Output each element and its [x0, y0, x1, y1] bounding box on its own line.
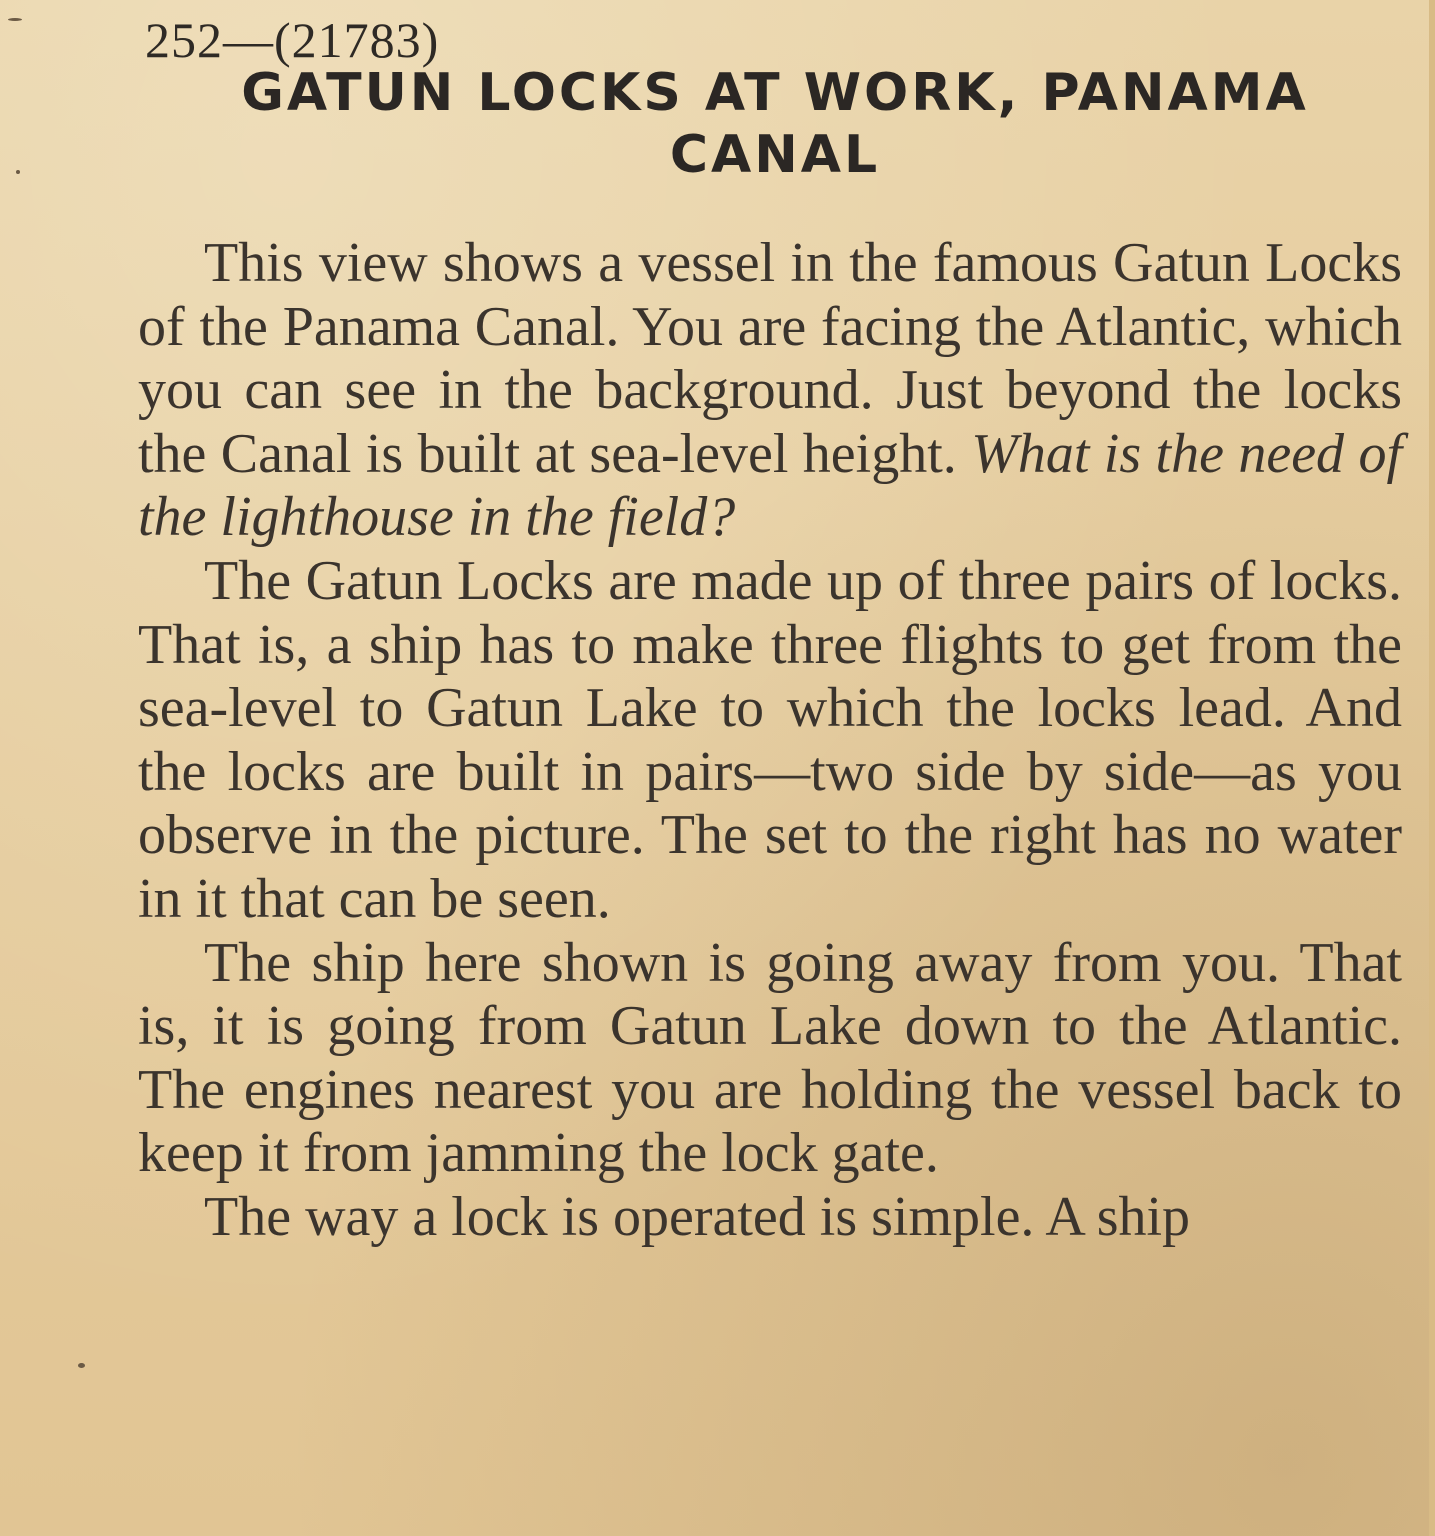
- paper-speck: [8, 18, 22, 21]
- paper-speck: [78, 1363, 85, 1368]
- paragraph: The way a lock is operated is simple. A ship: [204, 1185, 1191, 1248]
- paragraph: [138, 232, 1402, 550]
- card-title: GATUN LOCKS AT WORK, PANAMA CANAL: [241, 63, 1309, 185]
- paragraph: The Gatun Locks are made up of three pairs of locks. That is, a ship has to make three flights to get from the sea-level to Gatun Lake to which the locks lead. And the locks are built in pairs—two side by side—as you observe in the picture. The set to the right has no water in it that can be seen.: [138, 549, 1402, 930]
- italic-question: What is the need of the lighthouse in the field?: [138, 422, 1402, 549]
- catalog-number: 252—(21783): [145, 12, 440, 68]
- paper-speck: [16, 170, 20, 174]
- card-body-text: [138, 232, 1402, 1250]
- paragraph-text: This view shows a vessel in the famous Gatun Locks of the Panama Canal. You are facing the Atlantic, which you can see in the background. Just beyond the locks the Canal is built at sea-level height.: [138, 232, 1402, 485]
- paragraph: The ship here shown is going away from you. That is, it is going from Gatun Lake down to the Atlantic. The engines nearest you are holding the vessel back to keep it from jamming the lock gate.: [138, 931, 1402, 1185]
